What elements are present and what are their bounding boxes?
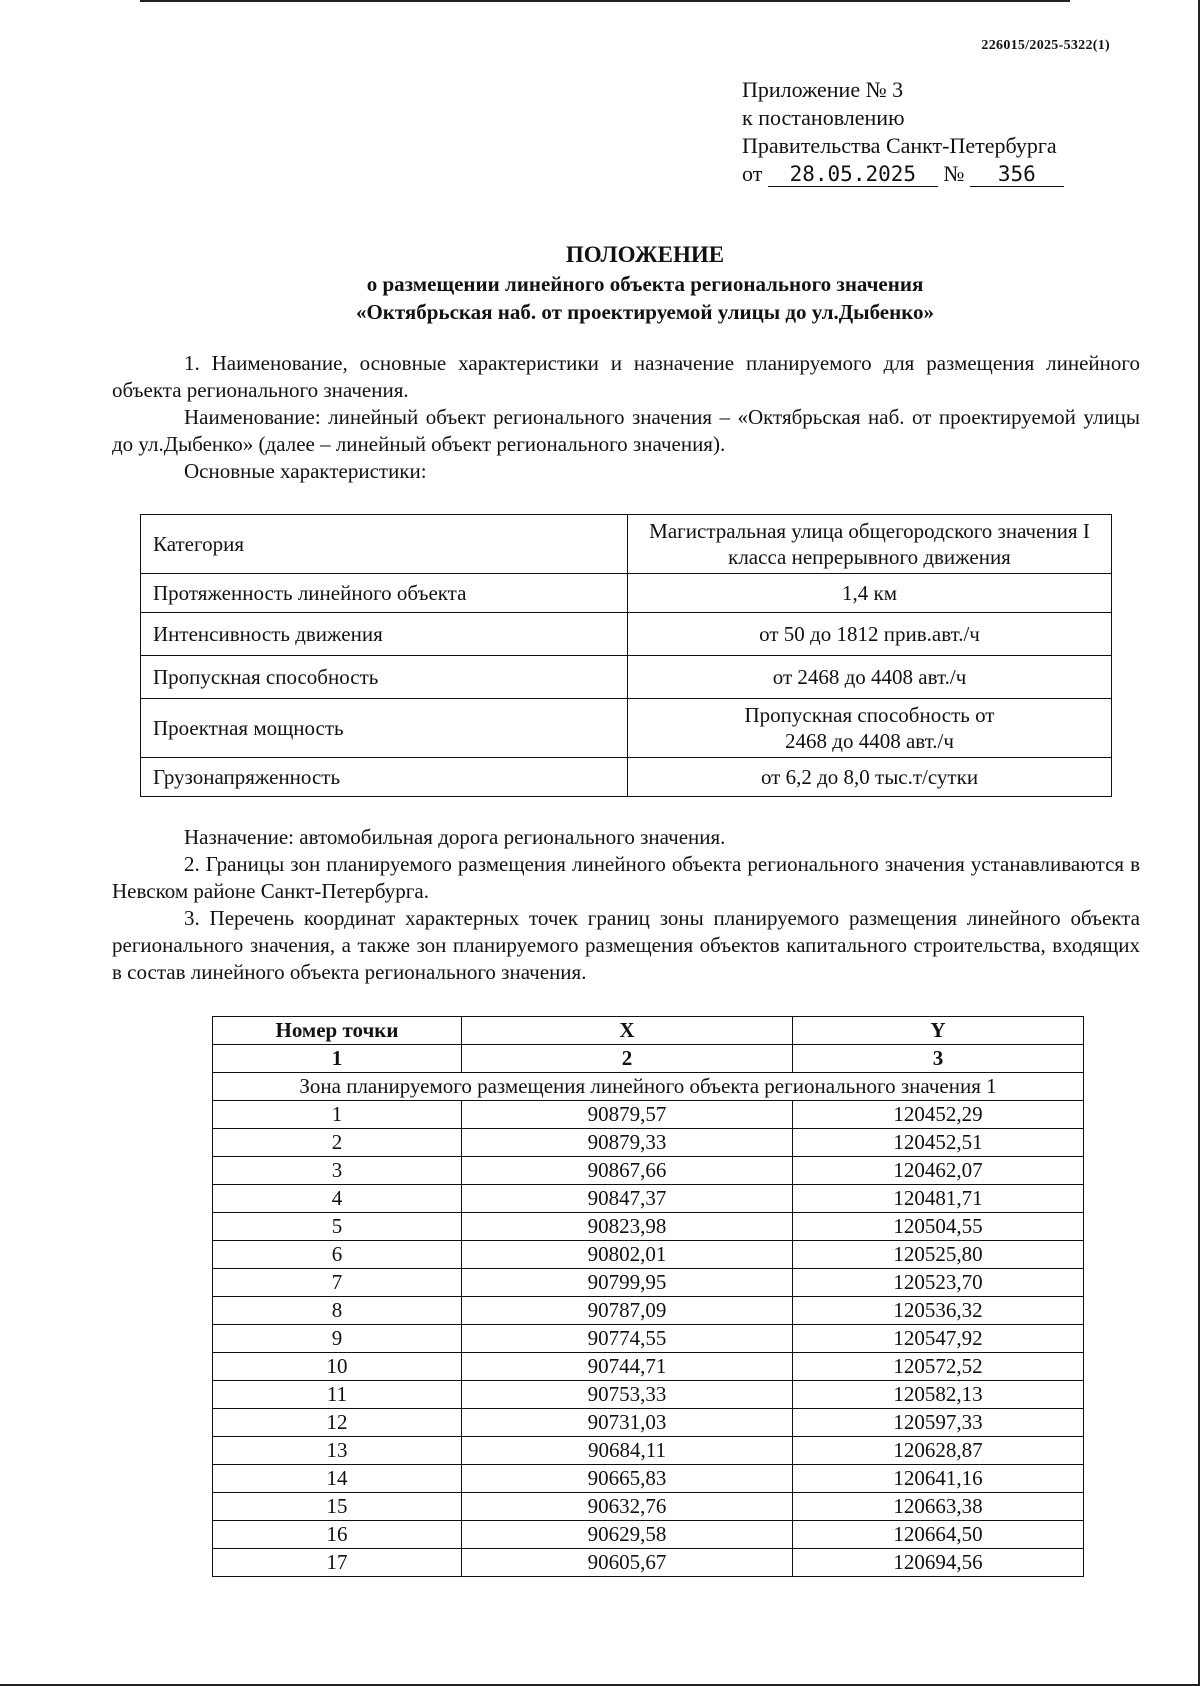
point-number: 8 <box>213 1297 462 1325</box>
table-row <box>141 656 1112 699</box>
point-number: 12 <box>213 1409 462 1437</box>
coord-y: 120641,16 <box>793 1465 1084 1493</box>
table-row <box>141 758 1112 797</box>
coord-y: 120547,92 <box>793 1325 1084 1353</box>
section-1-text <box>112 350 1140 485</box>
table-row <box>141 613 1112 656</box>
char-value: Пропускная способность от 2468 до 4408 авт./ч <box>628 699 1112 758</box>
document-title <box>0 240 1200 326</box>
coord-x: 90879,33 <box>462 1129 793 1157</box>
annex-line-1: Приложение № 3 <box>742 77 904 102</box>
char-value: Магистральная улица общегородского значения I класса непрерывного движения <box>628 515 1112 574</box>
table-row <box>213 1269 1084 1297</box>
point-number: 15 <box>213 1493 462 1521</box>
scan-edge-top <box>140 0 1070 2</box>
coord-y: 120452,51 <box>793 1129 1084 1157</box>
table-row <box>213 1549 1084 1577</box>
coord-y: 120572,52 <box>793 1353 1084 1381</box>
resolution-date: 28.05.2025 <box>768 162 938 187</box>
annex-line-3: Правительства Санкт-Петербурга <box>742 133 1057 158</box>
table-row <box>213 1381 1084 1409</box>
col-number-3: 3 <box>793 1045 1084 1073</box>
point-number: 3 <box>213 1157 462 1185</box>
header-x: X <box>462 1017 793 1045</box>
coord-x: 90847,37 <box>462 1185 793 1213</box>
char-label: Категория <box>141 515 628 574</box>
point-number: 2 <box>213 1129 462 1157</box>
characteristics-table <box>140 514 1112 797</box>
header-y: Y <box>793 1017 1084 1045</box>
coord-y: 120504,55 <box>793 1213 1084 1241</box>
header-row <box>213 1017 1084 1045</box>
table-row <box>141 574 1112 613</box>
char-value: 1,4 км <box>628 574 1112 613</box>
column-number-row <box>213 1045 1084 1073</box>
char-label: Пропускная способность <box>141 656 628 699</box>
coord-x: 90823,98 <box>462 1213 793 1241</box>
header-point-number: Номер точки <box>213 1017 462 1045</box>
point-number: 11 <box>213 1381 462 1409</box>
coord-x: 90753,33 <box>462 1381 793 1409</box>
coord-x: 90744,71 <box>462 1353 793 1381</box>
purpose-text: Назначение: автомобильная дорога регионального значения. <box>184 825 726 849</box>
section-2-3-text <box>112 824 1140 986</box>
char-value: от 50 до 1812 прив.авт./ч <box>628 613 1112 656</box>
section-1-heading: 1. Наименование, основные характеристики и назначение планируемого для размещения линейного объекта регионального значения. <box>112 351 1140 402</box>
coord-x: 90774,55 <box>462 1325 793 1353</box>
point-number: 5 <box>213 1213 462 1241</box>
coord-y: 120664,50 <box>793 1521 1084 1549</box>
coord-y: 120663,38 <box>793 1493 1084 1521</box>
char-label: Протяженность линейного объекта <box>141 574 628 613</box>
point-number: 6 <box>213 1241 462 1269</box>
date-prefix: от <box>742 161 763 186</box>
document-id: 226015/2025-5322(1) <box>981 38 1110 53</box>
title-main: ПОЛОЖЕНИЕ <box>565 242 725 267</box>
point-number: 1 <box>213 1101 462 1129</box>
title-sub-2: «Октябрьская наб. от проектируемой улицы до ул.Дыбенко» <box>355 300 935 324</box>
char-label: Проектная мощность <box>141 699 628 758</box>
zone-row <box>213 1073 1084 1101</box>
coord-y: 120525,80 <box>793 1241 1084 1269</box>
coord-y: 120582,13 <box>793 1381 1084 1409</box>
table-row <box>141 699 1112 758</box>
coord-x: 90867,66 <box>462 1157 793 1185</box>
point-number: 13 <box>213 1437 462 1465</box>
coord-y: 120462,07 <box>793 1157 1084 1185</box>
point-number: 16 <box>213 1521 462 1549</box>
col-number-1: 1 <box>213 1045 462 1073</box>
point-number: 17 <box>213 1549 462 1577</box>
number-prefix: № <box>943 161 965 186</box>
table-row <box>213 1325 1084 1353</box>
table-row <box>213 1297 1084 1325</box>
coord-y: 120481,71 <box>793 1185 1084 1213</box>
table-row <box>213 1241 1084 1269</box>
annex-block <box>742 76 1064 188</box>
point-number: 4 <box>213 1185 462 1213</box>
table-row <box>213 1409 1084 1437</box>
coord-x: 90684,11 <box>462 1437 793 1465</box>
coord-x: 90629,58 <box>462 1521 793 1549</box>
table-row <box>213 1157 1084 1185</box>
point-number: 10 <box>213 1353 462 1381</box>
coord-y: 120536,32 <box>793 1297 1084 1325</box>
coordinates-table <box>212 1016 1084 1577</box>
coord-y: 120597,33 <box>793 1409 1084 1437</box>
annex-line-2: к постановлению <box>742 105 905 130</box>
coord-y: 120452,29 <box>793 1101 1084 1129</box>
char-value: от 6,2 до 8,0 тыс.т/сутки <box>628 758 1112 797</box>
table-row <box>213 1437 1084 1465</box>
char-label: Интенсивность движения <box>141 613 628 656</box>
point-number: 14 <box>213 1465 462 1493</box>
char-label: Грузонапряженность <box>141 758 628 797</box>
coord-y: 120628,87 <box>793 1437 1084 1465</box>
coord-x: 90632,76 <box>462 1493 793 1521</box>
point-number: 7 <box>213 1269 462 1297</box>
zone-label: Зона планируемого размещения линейного объекта регионального значения 1 <box>213 1073 1084 1101</box>
annex-date-line <box>742 160 1064 188</box>
section-2-text: 2. Границы зон планируемого размещения линейного объекта регионального значения устанавливаются в Невском районе Санкт-Петербурга. <box>112 852 1140 903</box>
section-1-name: Наименование: линейный объект регионального значения – «Октябрьская наб. от проектируемой улицы до ул.Дыбенко» (далее – линейный объект регионального значения). <box>112 405 1140 456</box>
table-row <box>213 1521 1084 1549</box>
coord-x: 90665,83 <box>462 1465 793 1493</box>
coord-x: 90605,67 <box>462 1549 793 1577</box>
coord-x: 90787,09 <box>462 1297 793 1325</box>
table-row <box>213 1353 1084 1381</box>
title-sub-1: о размещении линейного объекта регионального значения <box>366 272 924 296</box>
coord-x: 90802,01 <box>462 1241 793 1269</box>
col-number-2: 2 <box>462 1045 793 1073</box>
section-3-text: 3. Перечень координат характерных точек границ зоны планируемого размещения линейного объекта регионального значения, а также зон планируемого размещения объектов капитального строительства, входящих в состав линейного объекта регионального значения. <box>112 906 1140 984</box>
coord-x: 90799,95 <box>462 1269 793 1297</box>
table-row <box>213 1465 1084 1493</box>
coord-y: 120694,56 <box>793 1549 1084 1577</box>
table-row <box>213 1213 1084 1241</box>
coord-x: 90879,57 <box>462 1101 793 1129</box>
coord-y: 120523,70 <box>793 1269 1084 1297</box>
table-row <box>213 1101 1084 1129</box>
section-1-characteristics-label: Основные характеристики: <box>184 459 427 483</box>
table-row <box>213 1185 1084 1213</box>
table-row <box>213 1129 1084 1157</box>
char-value: от 2468 до 4408 авт./ч <box>628 656 1112 699</box>
table-row <box>141 515 1112 574</box>
resolution-number: 356 <box>970 162 1064 187</box>
coord-x: 90731,03 <box>462 1409 793 1437</box>
point-number: 9 <box>213 1325 462 1353</box>
table-row <box>213 1493 1084 1521</box>
